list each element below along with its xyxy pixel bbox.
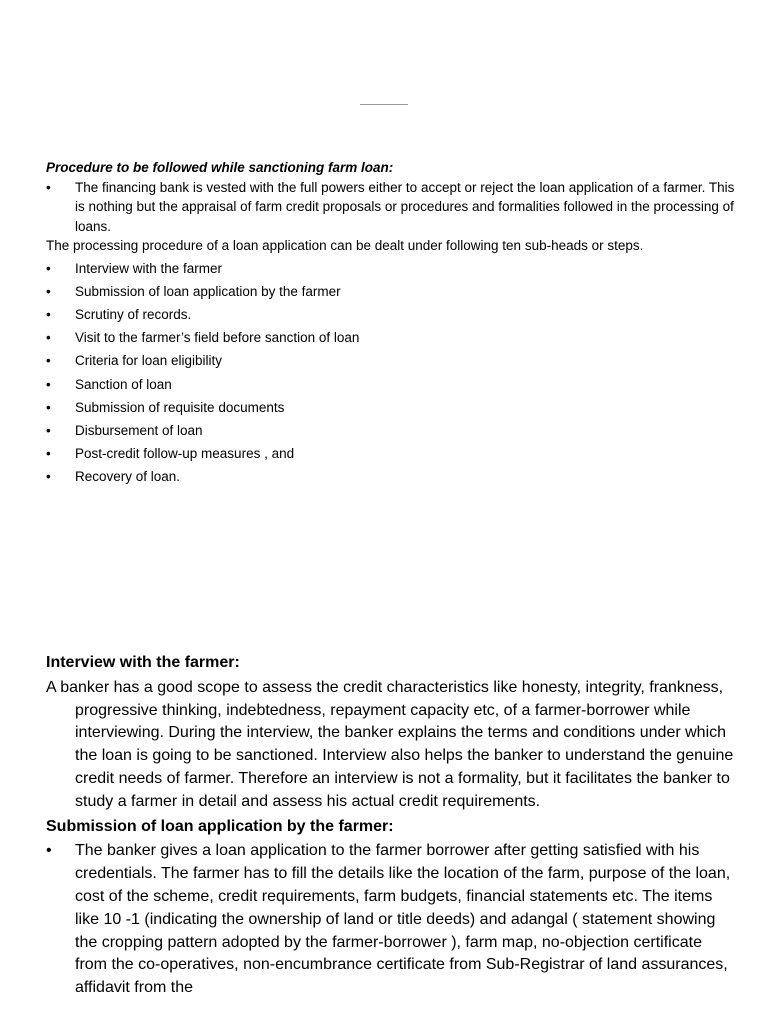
bullet-dot: • [46, 445, 51, 461]
step-text: Disbursement of loan [75, 422, 203, 438]
step-text: Post-credit follow-up measures , and [75, 445, 295, 461]
bullet-dot: • [46, 399, 51, 415]
interview-heading: Interview with the farmer: [46, 654, 240, 671]
bullet-dot: • [46, 422, 51, 438]
step-text: Visit to the farmer’s field before sanction of loan [75, 330, 360, 346]
bullet-dot: • [46, 330, 51, 346]
bullet-dot: • [46, 376, 51, 392]
bullet-dot: • [46, 307, 51, 323]
step-text: Interview with the farmer [75, 261, 223, 277]
step-item [46, 351, 736, 371]
intro-bullet-text: The financing bank is vested with the full powers either to accept or reject the loan application of a farmer. This is nothing but the appraisal of farm credit proposals or procedures and formalities followed in the processing of loans. [75, 179, 735, 234]
step-text: Recovery of loan. [75, 468, 181, 484]
step-text: Criteria for loan eligibility [75, 353, 223, 369]
lead-paragraph: The processing procedure of a loan application can be dealt under following ten sub-heads or steps. [46, 238, 644, 253]
step-item [46, 375, 736, 395]
bullet-dot: • [46, 468, 51, 484]
step-item [46, 328, 736, 348]
intro-bullet [46, 178, 736, 237]
submission-text: The banker gives a loan application to the farmer borrower after getting satisfied with his credentials. The farmer has to fill the details like the location of the farm, purpose of the loan, cost of the scheme, credit requirements, farm budgets, financial statements etc. The items like 10 -1 (indicating the ownership of land or title deeds) and adangal ( statement showing the cropping pattern adopted by the farmer-borrower ), farm map, no-objection certificate from the co-operatives, non-encumbrance certificate from Sub-Registrar of land assurances, affidavit from the [75, 842, 731, 997]
procedure-section [46, 158, 736, 486]
steps-list [46, 259, 736, 486]
step-item [46, 398, 736, 418]
bullet-dot: • [46, 353, 51, 369]
step-item [46, 467, 736, 487]
details-section [46, 652, 736, 1000]
interview-paragraph: A banker has a good scope to assess the credit characteristics like honesty, integrity, frankness, progressive thinking, indebtedness, repayment capacity etc, of a farmer-borrower while interviewing. During the interview, the banker explains the terms and conditions under which the loan is going to be sanctioned. Interview also helps the banker to understand the genuine credit needs of farmer. Therefore an interview is not a formality, but it facilitates the banker to study a farmer in detail and assess his actual credit requirements. [46, 678, 734, 810]
step-item [46, 305, 736, 325]
step-text: Submission of loan application by the farmer [75, 284, 341, 300]
bullet-dot: • [46, 284, 51, 300]
bullet-dot: • [46, 261, 51, 277]
step-text: Sanction of loan [75, 376, 172, 392]
step-text: Scrutiny of records. [75, 307, 192, 323]
bullet-dot: • [46, 179, 51, 195]
step-item [46, 282, 736, 302]
step-item [46, 444, 736, 464]
submission-bullet [46, 840, 736, 1000]
procedure-heading: Procedure to be followed while sanctioning farm loan: [46, 160, 394, 175]
step-item [46, 259, 736, 279]
header-scribble [360, 104, 408, 105]
step-text: Submission of requisite documents [75, 399, 285, 415]
step-item [46, 421, 736, 441]
submission-heading: Submission of loan application by the farmer: [46, 817, 394, 835]
bullet-dot: • [46, 842, 52, 860]
